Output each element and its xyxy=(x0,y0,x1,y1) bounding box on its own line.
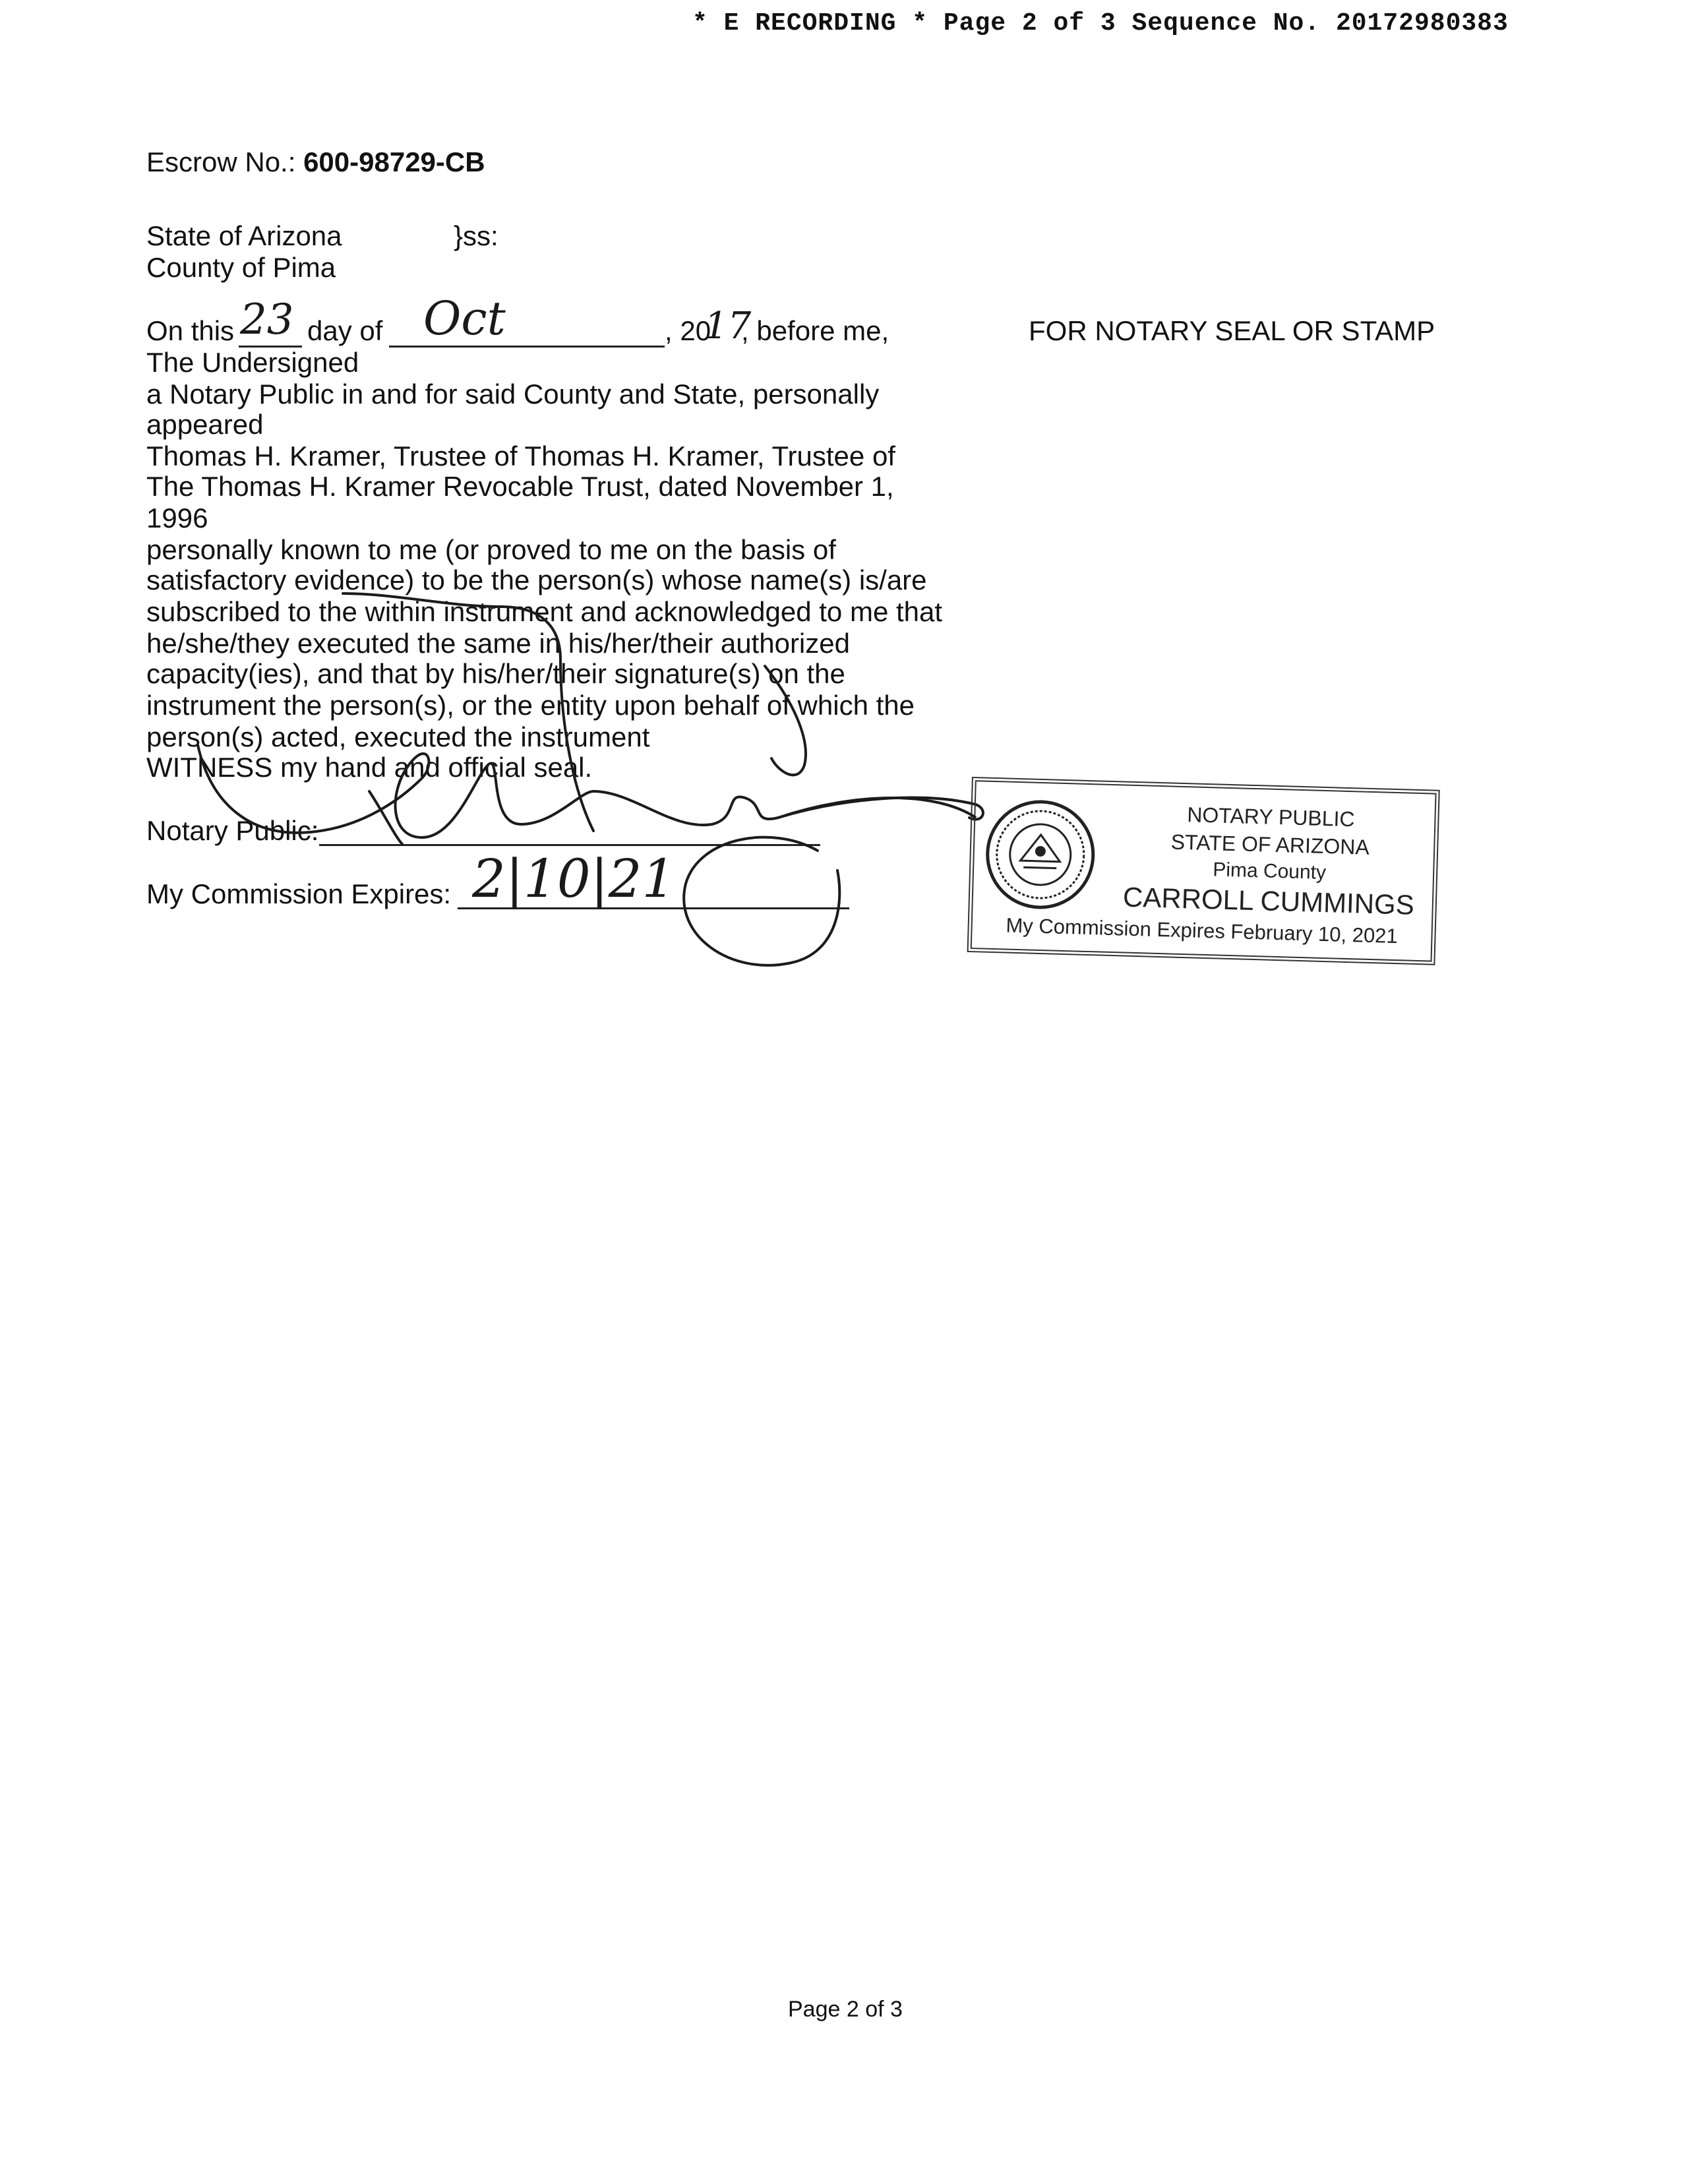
officer-name: The Undersigned xyxy=(146,347,359,378)
ack-line-7: satisfactory evidence) to be the person(s) whose name(s) is/are xyxy=(146,564,927,595)
before-me-label: , before me, xyxy=(741,315,889,346)
stamp-county: Pima County xyxy=(1212,859,1327,884)
notary-signature-underline xyxy=(319,844,820,846)
commission-date-handwritten: 2|10|21 xyxy=(472,848,676,909)
year-handwritten: 17 xyxy=(704,305,752,348)
venue-ss: }ss: xyxy=(454,220,498,251)
state-seal-icon xyxy=(982,797,1098,913)
venue-state: State of Arizona xyxy=(146,220,342,251)
stamp-title: NOTARY PUBLIC xyxy=(1186,803,1356,832)
recording-banner: * E RECORDING * Page 2 of 3 Sequence No. 20172980383 xyxy=(692,9,1509,38)
year-prefix: , 20 xyxy=(665,315,711,346)
ack-line-5: 1996 xyxy=(146,502,208,533)
ack-line-12: person(s) acted, executed the instrument xyxy=(146,721,650,752)
escrow-label: Escrow No.: xyxy=(146,146,296,177)
stamp-state: STATE OF ARIZONA xyxy=(1170,830,1370,859)
escrow-number: 600-98729-CB xyxy=(303,146,485,177)
ack-line-2: appeared xyxy=(146,409,264,440)
commission-expires-label: My Commission Expires: xyxy=(146,878,452,909)
month-underline xyxy=(389,346,665,348)
seal-area-label: FOR NOTARY SEAL OR STAMP xyxy=(1029,315,1435,346)
notary-public-label: Notary Public: xyxy=(146,815,319,846)
notary-stamp xyxy=(967,777,1440,965)
ack-line-10: capacity(ies), and that by his/her/their signature(s) on the xyxy=(146,658,845,689)
on-this-label: On this xyxy=(146,315,235,346)
ack-line-11: instrument the person(s), or the entity upon behalf of which the xyxy=(146,690,915,721)
ack-line-13: WITNESS my hand and official seal. xyxy=(146,752,593,783)
day-handwritten: 23 xyxy=(240,295,294,344)
ack-line-6: personally known to me (or proved to me on the basis of xyxy=(146,534,836,565)
ack-line-8: subscribed to the within instrument and acknowledged to me that xyxy=(146,596,943,627)
venue-county: County of Pima xyxy=(146,252,336,283)
ack-line-1: a Notary Public in and for said County and State, personally xyxy=(146,379,880,410)
escrow-line xyxy=(146,146,485,178)
day-of-label: day of xyxy=(307,315,383,346)
month-handwritten: Oct xyxy=(423,291,506,346)
stamp-expires: My Commission Expires February 10, 2021 xyxy=(1006,913,1399,948)
stamp-name: CARROLL CUMMINGS xyxy=(1122,881,1415,921)
ack-line-3: Thomas H. Kramer, Trustee of Thomas H. Kramer, Trustee of xyxy=(146,440,895,471)
page-footer: Page 2 of 3 xyxy=(788,1997,903,2022)
ack-line-4: The Thomas H. Kramer Revocable Trust, dated November 1, xyxy=(146,471,894,502)
ack-line-9: he/she/they executed the same in his/her/their authorized xyxy=(146,628,850,659)
